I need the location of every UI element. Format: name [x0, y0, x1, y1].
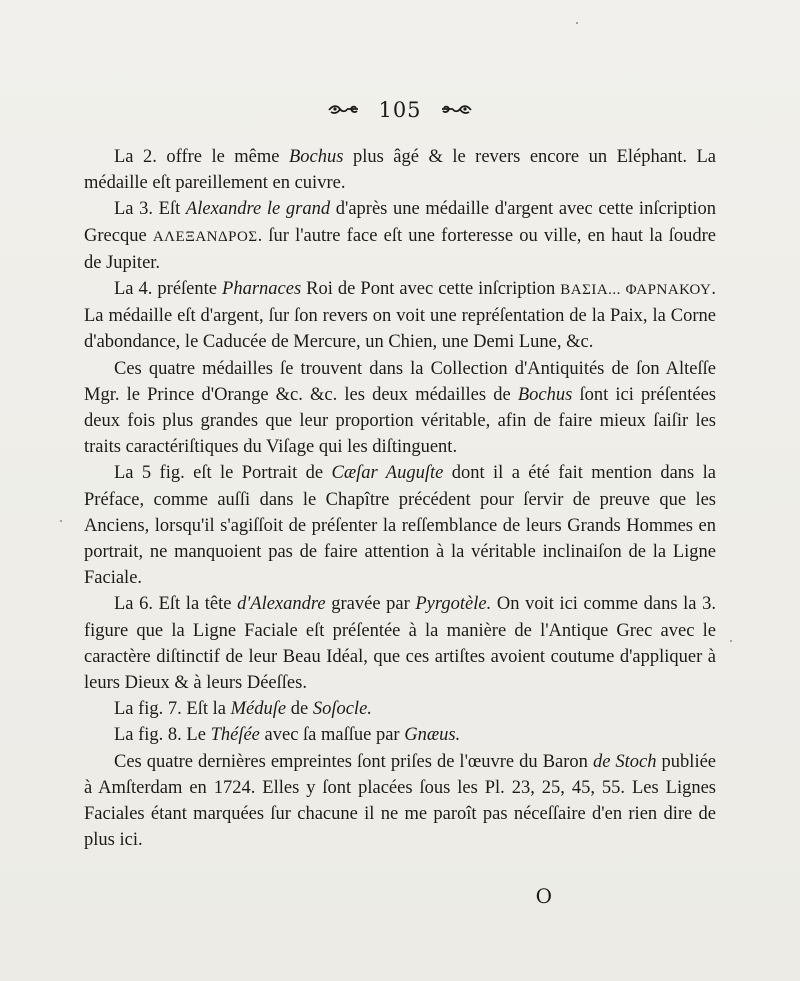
- paragraph-text: La fig. 8. Le: [114, 725, 211, 746]
- paragraph-text: de: [286, 699, 313, 720]
- italic-text: Alexandre le grand: [185, 199, 331, 220]
- paragraph: [84, 276, 716, 356]
- italic-text: Bochus: [517, 384, 573, 405]
- paragraph-text: ſont ici préſentées deux fois plus grandes que leur proportion véritable, afin de faire mieux ſaiſir les traits caractériſtiques du Viſage qui les diſtinguent.: [84, 384, 716, 458]
- paragraph: [84, 196, 716, 276]
- paragraph-text: Ces quatre dernières empreintes ſont priſes de l'œuvre du Baron: [114, 751, 593, 772]
- italic-text: Bochus: [289, 147, 344, 167]
- paragraph-text: La 5 fig. eſt le Portrait de: [114, 463, 332, 484]
- paragraph-text: La 3. Eſt: [114, 199, 186, 220]
- paragraph-text: On voit ici comme dans la 3. figure que la Ligne Faciale eſt préſentée à la manière de l'Antique Grec avec le caractère diſtinctif de leur Beau Idéal, que ces artiſtes avoient coutume d'appliquer à leurs Dieux & à leurs Déeſſes.: [84, 594, 716, 694]
- greek-inscription: ΒΑΣΙΑ... ΦΑΡΝΑΚΟΥ: [560, 282, 712, 299]
- paragraph-text: Ces quatre médailles ſe trouvent dans la Collection d'Antiquités de ſon Alteſſe Mgr. le Prince d'Orange &c. &c. les deux médailles de: [84, 358, 716, 405]
- catchword: O: [535, 884, 552, 908]
- paragraph: [84, 356, 716, 461]
- paragraph: [84, 460, 716, 591]
- paragraph: [84, 749, 716, 854]
- paragraph: [84, 696, 716, 722]
- paragraph-text: La 2. offre le même: [114, 147, 289, 167]
- paragraph-text: d'après une médaille d'argent avec cette inſcription Grecque: [84, 199, 716, 246]
- paragraph-text: La 6. Eſt la tête: [114, 594, 238, 615]
- paragraph-text: . ſur l'autre face eſt une forteresse ou ville, en haut la ſoudre de Jupiter.: [84, 225, 717, 273]
- italic-text: Pharnaces: [222, 279, 302, 300]
- italic-text: Théſée: [210, 725, 260, 746]
- page-header: [0, 96, 800, 122]
- italic-text: Soſocle.: [312, 699, 372, 720]
- paragraph-text: gravée par: [325, 594, 416, 615]
- paragraph-text: La fig. 7. Eſt la: [114, 699, 231, 720]
- paper-speck: [60, 520, 62, 522]
- paragraph-text: . La médaille eſt d'argent, ſur ſon revers on voit une repréſentation de la Paix, la Corne d'abondance, le Caducée de Mercure, un Chien, une Demi Lune, &c.: [84, 279, 716, 353]
- fleuron-ornament-right: [439, 103, 473, 117]
- paragraph: [84, 144, 716, 196]
- paper-speck: [730, 640, 732, 642]
- page-number: 105: [378, 97, 422, 122]
- italic-text: de Stoch: [592, 751, 657, 772]
- paragraph-text: dont il a été fait mention dans la Préface, comme auſſi dans le Chapître précédent pour ſervir de preuve que les Anciens, lorsqu'il s'agiſſoit de préſenter la reſſemblance de leurs Grands Hommes en portrait, ne manquoient pas de faire attention à la véritable inclinaiſon de la Ligne Faciale.: [84, 463, 716, 589]
- paragraph: [84, 722, 716, 748]
- italic-text: Méduſe: [230, 699, 287, 720]
- italic-text: Cæſar Auguſte: [331, 463, 444, 484]
- paragraph-text: La 4. préſente: [114, 279, 223, 300]
- italic-text: d'Alexandre: [237, 594, 326, 615]
- paragraph-text: plus âgé & le revers encore un Eléphant. La médaille eſt pareillement en cuivre.: [84, 147, 716, 194]
- italic-text: Gnæus.: [404, 725, 461, 746]
- paragraph-text: Roi de Pont avec cette inſcription: [301, 279, 561, 300]
- fleuron-ornament-left: [327, 103, 361, 117]
- paragraph: [84, 591, 716, 696]
- greek-inscription: ΑΛΕΞΑΝΔΡΟΣ: [152, 228, 258, 245]
- paragraph-text: avec ſa maſſue par: [259, 725, 405, 746]
- body-text: [84, 144, 716, 853]
- italic-text: Pyrgotèle.: [415, 594, 492, 615]
- paper-speck: [576, 22, 578, 24]
- paragraph-text: publiée à Amſterdam en 1724. Elles y ſont placées ſous les Pl. 23, 25, 45, 55. Les Lignes Faciales étant marquées ſur chacune il ne me paroît pas néceſſaire d'en rien dire de plus ici.: [84, 751, 717, 851]
